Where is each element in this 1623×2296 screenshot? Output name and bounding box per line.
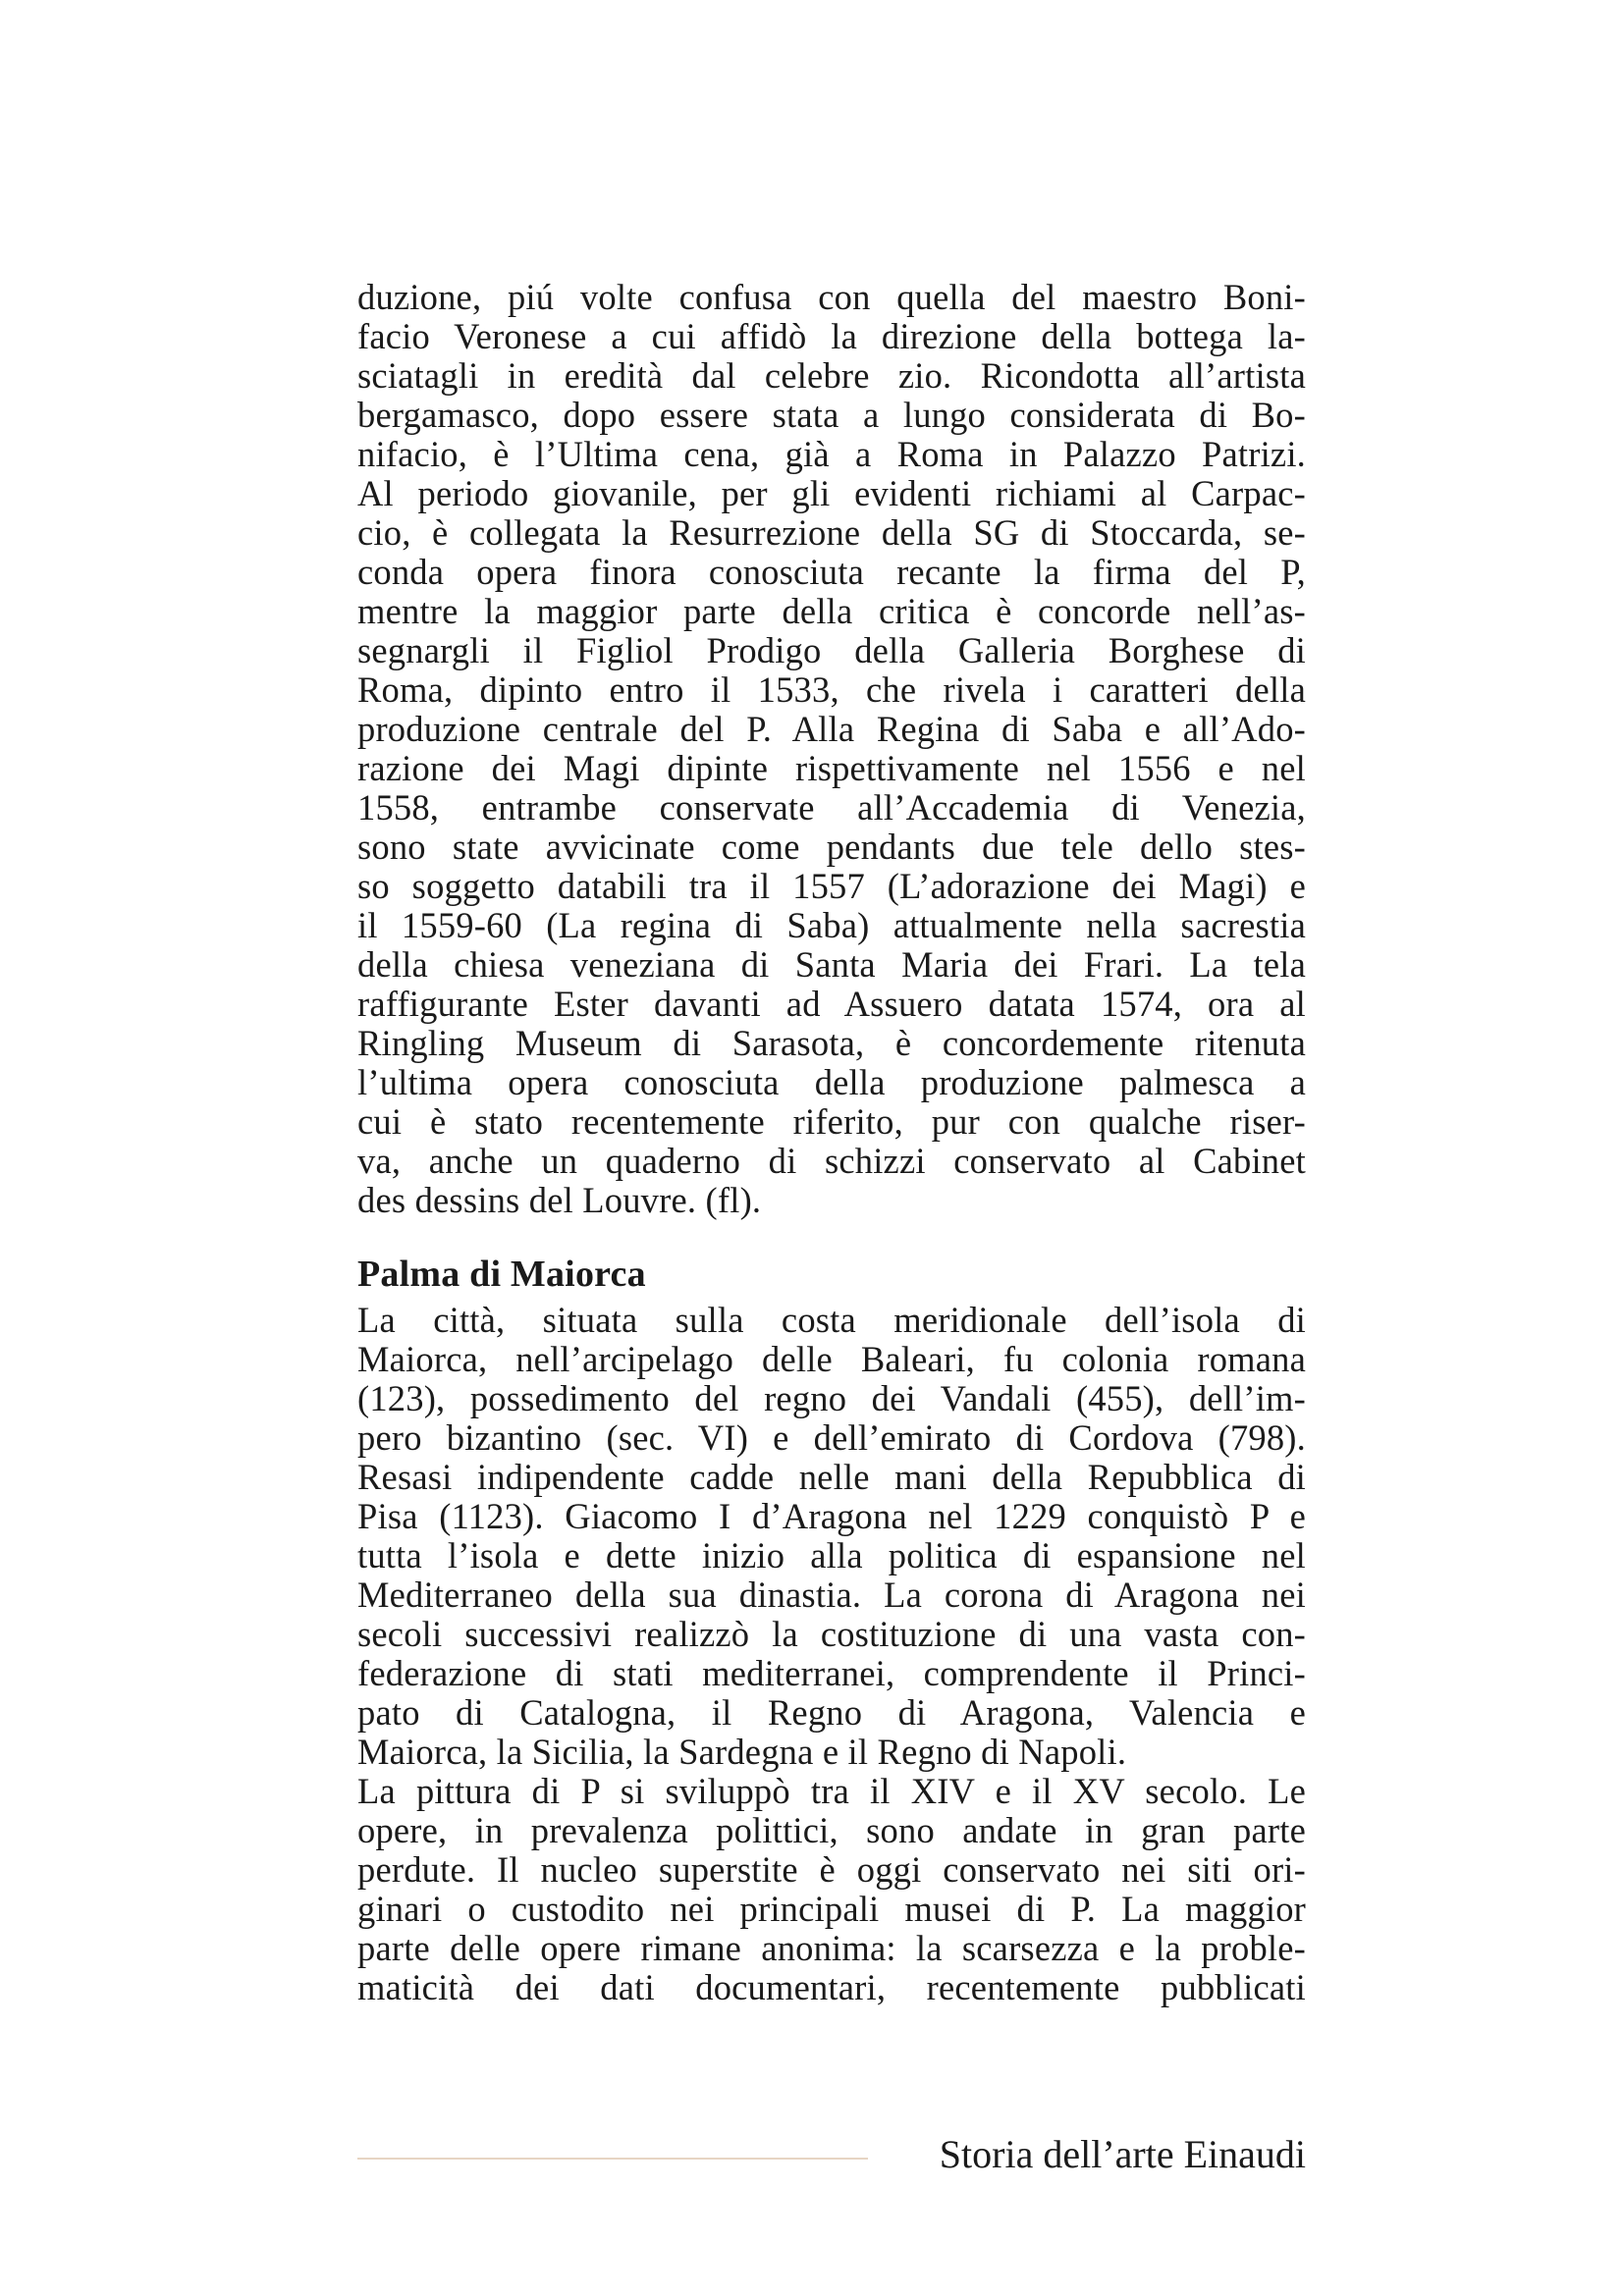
text-line: ginari o custodito nei principali musei di P. La maggior bbox=[357, 1889, 1306, 1929]
text-line: nifacio, è l’Ultima cena, già a Roma in Palazzo Patrizi. bbox=[357, 434, 1306, 474]
text-line: secoli successivi realizzò la costituzione di una vasta con- bbox=[357, 1614, 1306, 1654]
text-line: (123), possedimento del regno dei Vandali (455), dell’im- bbox=[357, 1378, 1306, 1418]
entry-heading: Palma di Maiorca bbox=[357, 1254, 646, 1295]
text-line: Pisa (1123). Giacomo I d’Aragona nel 1229 conquistò P e bbox=[357, 1496, 1306, 1536]
text-line: Roma, dipinto entro il 1533, che rivela i caratteri della bbox=[357, 669, 1306, 710]
text-line: La pittura di P si sviluppò tra il XIV e il XV secolo. Le bbox=[357, 1771, 1306, 1811]
text-line: segnargli il Figliol Prodigo della Galleria Borghese di bbox=[357, 630, 1306, 670]
text-line: sono state avvicinate come pendants due tele dello stes- bbox=[357, 827, 1306, 867]
text-line: so soggetto databili tra il 1557 (L’adorazione dei Magi) e bbox=[357, 866, 1306, 906]
text-line: cui è stato recentemente riferito, pur con qualche riser- bbox=[357, 1101, 1306, 1142]
text-line: pero bizantino (sec. VI) e dell’emirato di Cordova (798). bbox=[357, 1417, 1306, 1458]
text-line: cio, è collegata la Resurrezione della SG di Stoccarda, se- bbox=[357, 512, 1306, 553]
text-line: va, anche un quaderno di schizzi conservato al Cabinet bbox=[357, 1141, 1306, 1181]
text-line: bergamasco, dopo essere stata a lungo considerata di Bo- bbox=[357, 395, 1306, 435]
text-line: duzione, piú volte confusa con quella del maestro Boni- bbox=[357, 277, 1306, 317]
text-line: raffigurante Ester davanti ad Assuero datata 1574, ora al bbox=[357, 984, 1306, 1024]
text-line: Resasi indipendente cadde nelle mani della Repubblica di bbox=[357, 1457, 1306, 1497]
text-line: Al periodo giovanile, per gli evidenti richiami al Carpac- bbox=[357, 473, 1306, 513]
text-line: La città, situata sulla costa meridionale dell’isola di bbox=[357, 1300, 1306, 1340]
text-line: Ringling Museum di Sarasota, è concordemente ritenuta bbox=[357, 1023, 1306, 1063]
text-line: 1558, entrambe conservate all’Accademia di Venezia, bbox=[357, 787, 1306, 828]
entry-palma-di-maiorca bbox=[357, 1254, 1306, 2007]
text-line: parte delle opere rimane anonima: la scarsezza e la proble- bbox=[357, 1928, 1306, 1968]
text-line: il 1559-60 (La regina di Saba) attualmente nella sacrestia bbox=[357, 905, 1306, 945]
text-line: conda opera finora conosciuta recante la firma del P, bbox=[357, 552, 1306, 592]
text-line: l’ultima opera conosciuta della produzione palmesca a bbox=[357, 1062, 1306, 1102]
footer-divider bbox=[357, 2158, 868, 2160]
text-line: della chiesa veneziana di Santa Maria dei Frari. La tela bbox=[357, 944, 1306, 985]
text-line: Mediterraneo della sua dinastia. La corona di Aragona nei bbox=[357, 1575, 1306, 1615]
footer-publication-title: Storia dell’arte Einaudi bbox=[939, 2132, 1306, 2176]
text-line: des dessins del Louvre. (fl). bbox=[357, 1180, 762, 1220]
text-line: mentre la maggior parte della critica è concorde nell’as- bbox=[357, 591, 1306, 631]
text-line: Maiorca, nell’arcipelago delle Baleari, fu colonia romana bbox=[357, 1339, 1306, 1379]
text-line: pato di Catalogna, il Regno di Aragona, Valencia e bbox=[357, 1692, 1306, 1733]
text-line: razione dei Magi dipinte rispettivamente nel 1556 e nel bbox=[357, 748, 1306, 788]
text-line: tutta l’isola e dette inizio alla politica di espansione nel bbox=[357, 1535, 1306, 1575]
text-line: maticità dei dati documentari, recentemente pubblicati bbox=[357, 1967, 1306, 2007]
text-line: produzione centrale del P. Alla Regina di Saba e all’Ado- bbox=[357, 709, 1306, 749]
text-line: sciatagli in eredità dal celebre zio. Ricondotta all’artista bbox=[357, 355, 1306, 396]
text-line: Maiorca, la Sicilia, la Sardegna e il Regno di Napoli. bbox=[357, 1732, 1127, 1772]
entry-continuation bbox=[357, 278, 1306, 1220]
text-line: opere, in prevalenza polittici, sono andate in gran parte bbox=[357, 1810, 1306, 1850]
text-line: perdute. Il nucleo superstite è oggi conservato nei siti ori- bbox=[357, 1849, 1306, 1890]
text-line: facio Veronese a cui affidò la direzione della bottega la- bbox=[357, 316, 1306, 356]
text-line: federazione di stati mediterranei, comprendente il Princi- bbox=[357, 1653, 1306, 1693]
